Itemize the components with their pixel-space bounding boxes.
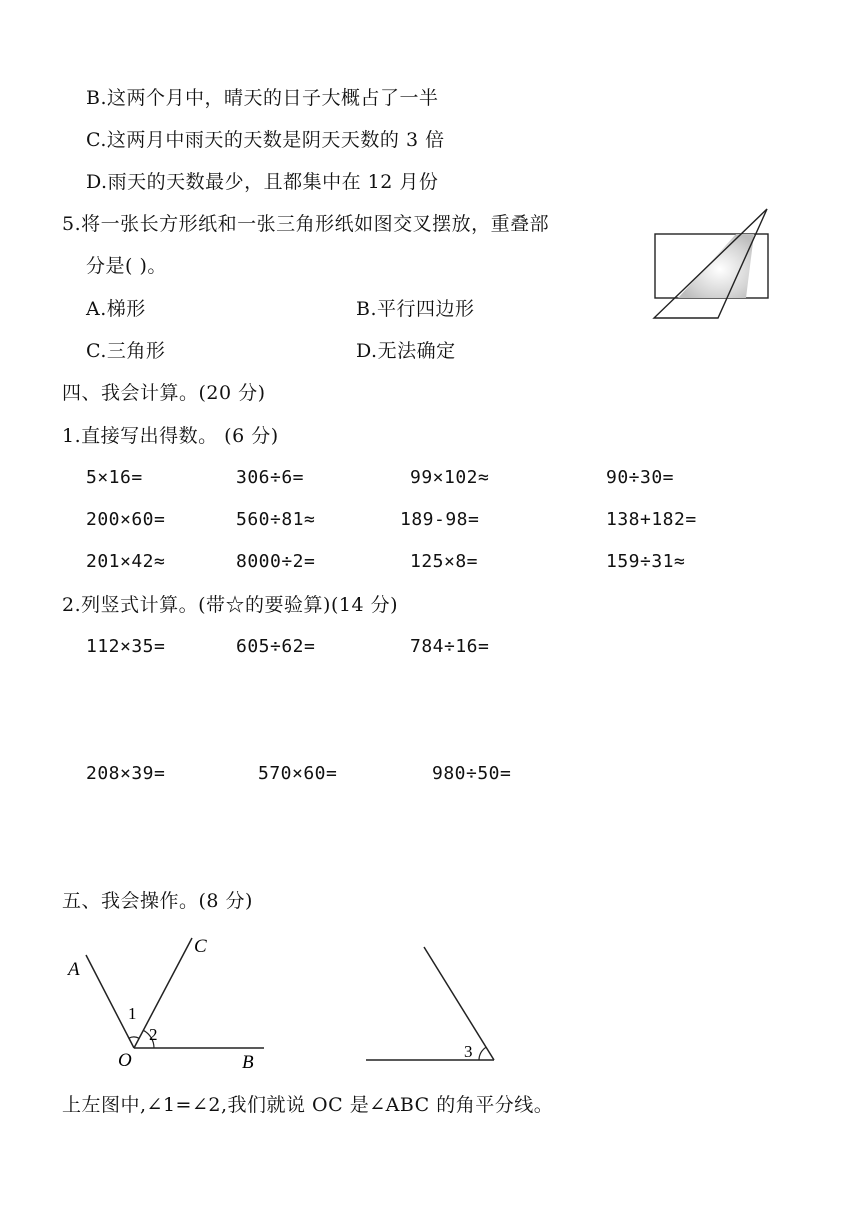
section5-title: 五、我会操作。(8 分) <box>62 890 253 912</box>
calc-r1-c2: 306÷6= <box>236 467 305 488</box>
calc-r2-c1: 200×60= <box>86 509 166 530</box>
calc-r3-c3: 125×8= <box>410 551 479 572</box>
q5-option-d: D.无法确定 <box>356 340 456 362</box>
calc-r1-c1: 5×16= <box>86 467 143 488</box>
angle-bisector-figure <box>60 930 280 1073</box>
calc-r3-c2: 8000÷2= <box>236 551 316 572</box>
vertical-r1-c2: 605÷62= <box>236 636 316 657</box>
angle-arc-3 <box>479 1047 486 1060</box>
calc-r1-c3: 99×102≈ <box>410 467 490 488</box>
label-angle-3: 3 <box>464 1042 473 1061</box>
option-c-q4: C.这两月中雨天的天数是阴天天数的 3 倍 <box>86 129 445 151</box>
angle-3-figure <box>360 940 505 1065</box>
label-a: A <box>68 959 80 980</box>
vertical-r2-c2: 570×60= <box>258 763 338 784</box>
ray-oc <box>134 938 192 1048</box>
label-o: O <box>118 1050 132 1071</box>
q5-stem-line1: 5.将一张长方形纸和一张三角形纸如图交叉摆放，重叠部 <box>62 213 550 235</box>
calc-r2-c4: 138+182= <box>606 509 697 530</box>
vertical-r2-c3: 980÷50= <box>432 763 512 784</box>
overlap-region <box>678 234 754 298</box>
calc-r2-c2: 560÷81≈ <box>236 509 316 530</box>
label-c: C <box>194 936 207 957</box>
calc-r3-c1: 201×42≈ <box>86 551 166 572</box>
label-angle-2: 2 <box>149 1025 158 1044</box>
section4-part2-title: 2.列竖式计算。(带☆的要验算)(14 分) <box>62 594 398 616</box>
label-b: B <box>242 1052 254 1073</box>
section4-part1-title: 1.直接写出得数。 (6 分) <box>62 425 279 447</box>
option-b-q4: B.这两个月中，晴天的日子大概占了一半 <box>86 87 439 109</box>
q5-overlap-figure <box>650 205 775 323</box>
section4-title: 四、我会计算。(20 分) <box>62 382 266 404</box>
calc-r2-c3: 189-98= <box>400 509 480 530</box>
calc-r1-c4: 90÷30= <box>606 467 675 488</box>
ray-oa <box>86 955 134 1048</box>
label-angle-1: 1 <box>128 1004 137 1023</box>
angle3-slanted-side <box>424 947 494 1060</box>
vertical-r1-c1: 112×35= <box>86 636 166 657</box>
vertical-r2-c1: 208×39= <box>86 763 166 784</box>
q5-option-a: A.梯形 <box>86 298 146 320</box>
option-d-q4: D.雨天的天数最少，且都集中在 12 月份 <box>86 171 439 193</box>
vertical-r1-c3: 784÷16= <box>410 636 490 657</box>
calc-r3-c4: 159÷31≈ <box>606 551 686 572</box>
angle-arc-1 <box>129 1037 139 1038</box>
q5-stem-line2: 分是( )。 <box>86 255 167 277</box>
q5-option-c: C.三角形 <box>86 340 166 362</box>
q5-option-b: B.平行四边形 <box>356 298 475 320</box>
section5-caption: 上左图中,∠1=∠2,我们就说 OC 是∠ABC 的角平分线。 <box>62 1094 554 1116</box>
